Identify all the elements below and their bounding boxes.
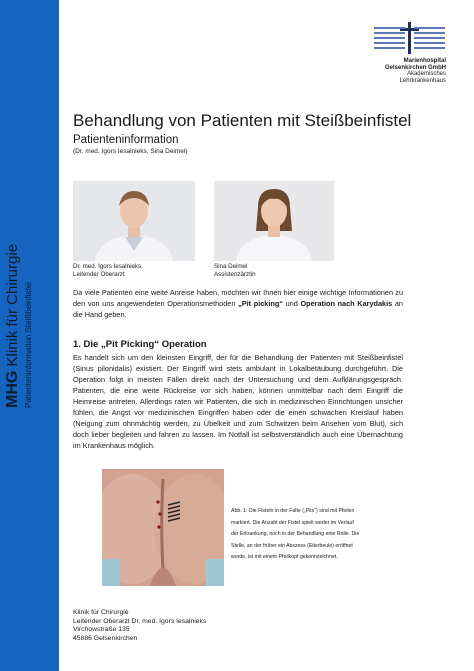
authors-line: (Dr. med. Igors Iesalnieks, Sina Deimel) [73, 148, 188, 155]
doctor-caption [73, 263, 141, 279]
intro-text: an die Hand geben. [73, 299, 403, 319]
footer-city: 45886 Gelsenkirchen [73, 634, 138, 642]
clinical-figure [102, 469, 224, 586]
intro-paragraph [73, 287, 403, 320]
method-pit-picking: „Pit picking“ [238, 299, 283, 308]
assistant-role: Assistenzärztin [214, 271, 256, 278]
assistant-photo [214, 181, 334, 261]
department-label: Klinik für Chirurgie [4, 243, 21, 367]
section-heading: 1. Die „Pit Picking“ Operation [73, 339, 207, 350]
footer-contact: Leitender Oberarzt Dr. med. Igors Iesalnieks [73, 617, 207, 625]
footer-address [73, 609, 206, 643]
page-subtitle: Patienteninformation [73, 134, 179, 146]
section-body: Es handelt sich um den kleinsten Eingriff, der für die Behandlung der Patienten mit Steißbeinfistel (Sinus pilonidalis) existiert. Der Eingriff wird stets ambulant in Lokalbetäubung durchgeführt. Die Operation folgt in meisten Fällen direkt nach der Untersuchung und dem Aufklärungsgespräch. Patienten, die eine weite Rückreise vor sich haben, können unmittelbar nach dem Eingriff die Heimreise antreten. Allerdings raten wir Patienten, die sich in medizinischen Einrichtungen unsicher fühlen, die Angst vor medizinischen Eingriffen haben oder die einen schwachen Kreislauf haben (Neigung zum ohnmächtig werden, zu Übelkeit und zum Schwitzen beim Ansehen vom Blut), sich doch lieber begleiten und fahren zu lassen. Im Notfall ist selbstverständlich auch eine Übernachtung im Krankenhaus möglich. [73, 353, 403, 450]
intro-text: und [282, 299, 301, 308]
logo-city: Gelsenkirchen GmbH [384, 64, 446, 71]
figure-caption: Abb. 1: Die Fisteln in der Falte („Pits“) sind mit Pfeilen markiert. Die Anzahl der Fistel spielt weder im Verlauf der Erkrankung, noch in der Behandlung eine Rolle. Die Stelle, an der früher ein Abszess (Eiterbeule) eröffnet wurde, ist mit einem Pfeilkopf gekennzeichnet. [231, 508, 360, 560]
assistant-name: Sina Deimel [214, 263, 248, 270]
footer-street: Virchowstraße 135 [73, 626, 130, 634]
logo-icon [374, 22, 446, 58]
doctor-role: Leitender Oberarzt [73, 271, 125, 278]
assistant-caption [214, 263, 256, 279]
logo-tagline: Akademisches Lehrkrankenhaus [399, 71, 446, 84]
sidebar-subtitle: Patienteninformation Steißbeinfistel [24, 282, 33, 408]
method-karydakis: Operation nach Karydakis [300, 299, 393, 308]
logo-name: Marienhospital [403, 58, 446, 64]
page-title: Behandlung von Patienten mit Steißbeinfistel [73, 111, 412, 130]
intro-text: Da viele Patienten eine weite Anreise haben, möchten wir Ihnen hier einige wichtige Informationen zu den von uns angewendeten Operationsmethoden [73, 288, 403, 308]
doctor-photo [73, 181, 195, 261]
sidebar-text [4, 243, 34, 408]
footer-department: Klinik für Chirurgie [73, 609, 129, 616]
brand-mark: MHG [4, 370, 21, 408]
sidebar-band [0, 0, 59, 671]
doctor-name: Dr. med. Igors Iesalnieks [73, 263, 142, 270]
